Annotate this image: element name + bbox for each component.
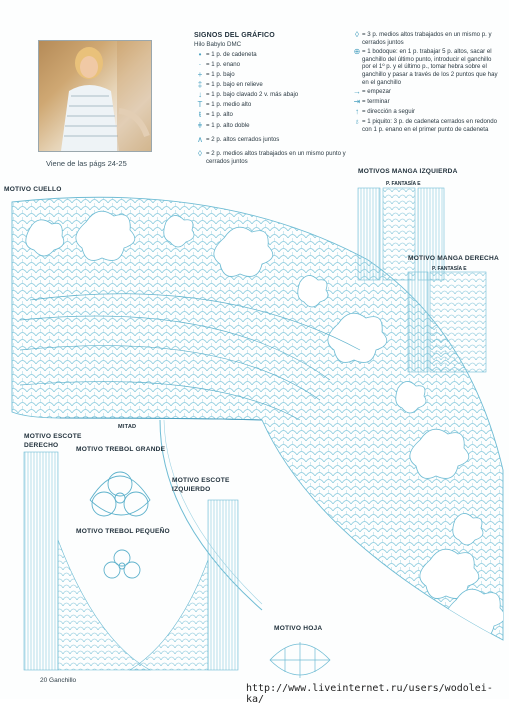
double-crochet-symbol-icon: ŧ xyxy=(198,110,202,119)
end-arrow-icon: ⇥ xyxy=(353,97,361,107)
treble-crochet-symbol-icon: ǂ xyxy=(197,121,203,130)
legend-item: ⇥ = terminar xyxy=(353,97,390,107)
legend-item: · = 1 p. enano xyxy=(194,61,348,69)
two-dc-cluster-symbol-icon: ◊ xyxy=(198,149,202,158)
small-clover-label: MOTIVO TREBOL PEQUEÑO xyxy=(76,528,170,535)
fantasia-e-label-2: P. FANTASÍA E xyxy=(432,266,467,272)
left-neckline-label-1: MOTIVO ESCOTE xyxy=(172,477,230,484)
legend-item: ǂ = 1 p. alto doble xyxy=(194,122,348,130)
half-marker-label: MITAD xyxy=(118,424,137,430)
legend-item: ↑ = dirección a seguir xyxy=(352,108,500,116)
left-neckline-chart xyxy=(130,500,238,670)
three-hdc-cluster-symbol-icon: ◊ xyxy=(355,30,359,39)
large-clover-label: MOTIVO TREBOL GRANDE xyxy=(76,446,166,453)
leaf-motif xyxy=(270,642,330,678)
fantasia-e-label-1: P. FANTASÍA E xyxy=(386,181,421,187)
dc2tog-symbol-icon: ∧ xyxy=(197,135,203,144)
right-sleeve-chart xyxy=(408,272,486,372)
legend-subtitle: Hilo Babylo DMC xyxy=(194,41,242,48)
page-number: 20 Ganchillo xyxy=(40,677,77,684)
legend-item: ◊ = 3 p. medios altos trabajados en un mismo p. y cerrados juntos xyxy=(352,31,500,46)
legend-item: • = 1 p. de cadeneta xyxy=(194,51,348,59)
slip-stitch-symbol-icon: · xyxy=(198,60,202,69)
right-neckline-chart xyxy=(24,452,150,670)
picot-symbol-icon: ♁ xyxy=(354,117,360,127)
single-crochet-symbol-icon: + xyxy=(197,70,203,79)
photo-caption: Viene de las págs 24-25 xyxy=(46,159,127,168)
bobble-symbol-icon: ⊕ xyxy=(353,47,361,57)
right-sleeve-label: MOTIVO MANGA DERECHA xyxy=(408,255,499,262)
raised-single-crochet-symbol-icon: ‡ xyxy=(197,80,203,89)
large-clover-motif xyxy=(90,472,150,516)
left-neckline-label-2: IZQUIERDO xyxy=(172,486,211,493)
legend-item: ◊ = 2 p. medios altos trabajados en un mismo punto y cerrados juntos xyxy=(194,150,348,165)
legend-item: T = 1 p. medio alto xyxy=(194,101,348,109)
legend-item: ♁ = 1 piquito: 3 p. de cadeneta cerrados en redondo con 1 p. enano en el primer punto de cadeneta xyxy=(354,117,498,133)
legend-item: ↓ = 1 p. bajo clavado 2 v. más abajo xyxy=(194,91,348,99)
legend-item: ∧ = 2 p. altos cerrados juntos xyxy=(194,136,348,144)
legend-item: → = empezar xyxy=(353,87,391,97)
leaf-motif-label: MOTIVO HOJA xyxy=(274,625,323,632)
watermark-url[interactable]: http://www.liveinternet.ru/users/wodolei-ka/ xyxy=(246,683,493,705)
legend-item: + = 1 p. bajo xyxy=(194,71,348,79)
legend-item: ŧ = 1 p. alto xyxy=(194,111,348,119)
right-neckline-label-1: MOTIVO ESCOTE xyxy=(24,433,82,440)
left-sleeve-label: MOTIVOS MANGA IZQUIERDA xyxy=(358,168,458,175)
direction-arrow-icon: ↑ xyxy=(355,107,359,117)
small-clover-motif xyxy=(104,550,140,578)
legend-item: ⊕ = 1 bodoque: en 1 p. trabajar 5 p. altos, sacar el ganchillo del último punto, introducir el ganchillo por el 1º p. y el último p., tomar hebra sobre el ganchillo y pasar a través de los 2 puntos que hay en el ganchillo xyxy=(353,47,498,86)
start-arrow-icon: → xyxy=(353,87,361,97)
legend-title: SIGNOS DEL GRÁFICO xyxy=(194,32,275,39)
collar-motif-label: MOTIVO CUELLO xyxy=(4,186,62,193)
half-double-symbol-icon: T xyxy=(197,100,203,109)
chain-symbol-icon: • xyxy=(198,50,202,59)
legend-item: ‡ = 1 p. bajo en relieve xyxy=(194,81,348,89)
right-neckline-label-2: DERECHO xyxy=(24,442,59,449)
spike-stitch-symbol-icon: ↓ xyxy=(198,90,202,99)
